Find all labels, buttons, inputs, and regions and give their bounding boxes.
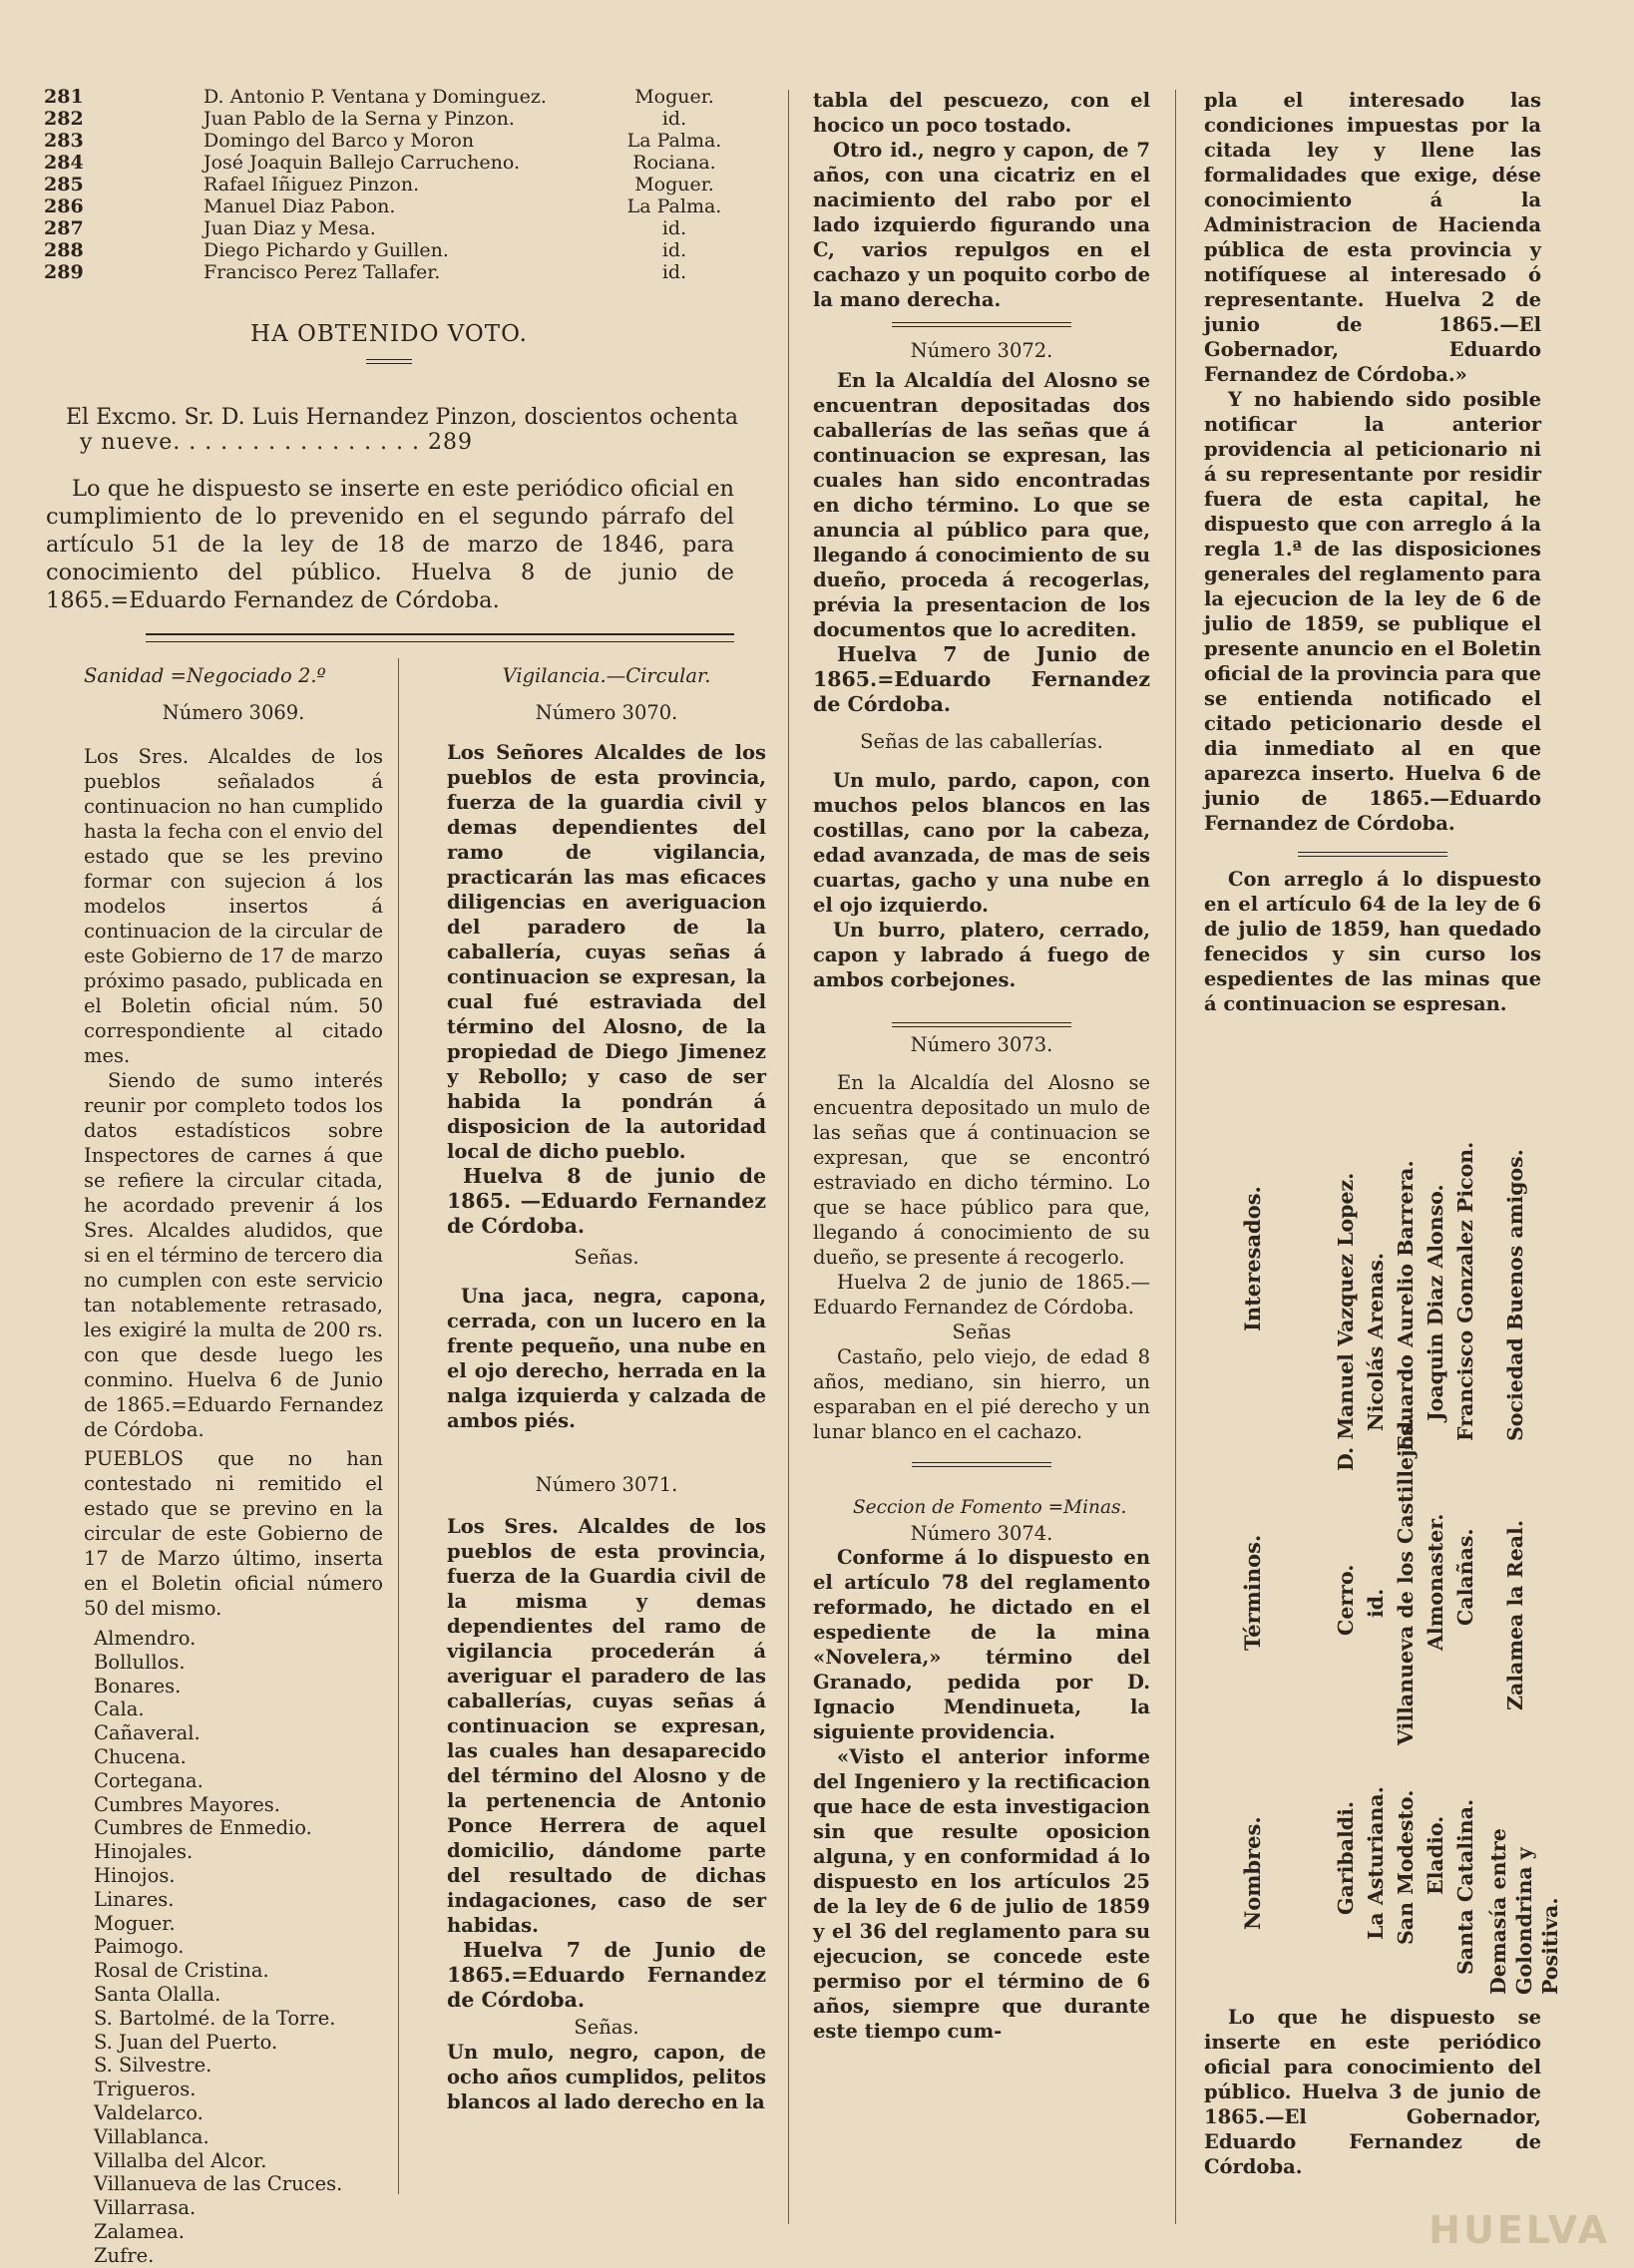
notice-paragraph: Los Señores Alcaldes de los pueblos de esta provincia, fuerza de la guardia civil y demas dependientes del ramo de vigilancia, practicarán las mas eficaces diligencias en averiguacion del paradero de la caballería, cuyas señas á continuacion se expresan, la cual fué estraviada del término del Alosno, de la propiedad de Diego Jimenez y Rebollo; y caso de ser habida la pondrán á disposicion de la autoridad local de dicho pueblo.: [447, 741, 766, 1163]
column-divider: [788, 90, 789, 2224]
table-cell: Villanueva de los Castillejos.: [1394, 1417, 1418, 1745]
notice-paragraph: PUEBLOS que no han contestado ni remitido el estado que se previno en la circular de este Gobierno de 17 de Marzo último, inserta en el Boletin oficial número 50 del mismo.: [84, 1447, 383, 1620]
list-item: Villablanca.: [94, 2124, 209, 2148]
vote-line: El Excmo. Sr. D. Luis Hernandez Pinzon, doscientos ochenta: [66, 405, 738, 430]
table-cell: San Modesto.: [1394, 1789, 1418, 1945]
table-cell: La Asturiana.: [1364, 1786, 1388, 1940]
notice-paragraph: En la Alcaldía del Alosno se encuentra depositado un mulo de las señas que á continuacion se expresan, que se encontró estraviado en dicho término. Lo que se hace público para que, llegando á conocimiento de su dueño, se presente á recogerlo.: [813, 1071, 1150, 1269]
list-item: Chucena.: [94, 1744, 187, 1768]
senas-heading: Señas.: [574, 1246, 639, 1269]
column-divider: [1175, 90, 1176, 2224]
list-item: Zufre.: [94, 2243, 155, 2267]
list-item: Trigueros.: [94, 2078, 197, 2101]
list-item: 282 Juan Pablo de la Serna y Pinzon. id.: [44, 108, 687, 130]
senas-heading: Señas: [952, 1321, 1012, 1343]
table-cell: Francisco Gonzalez Picon.: [1453, 1141, 1477, 1441]
notice-number: Número 3074.: [910, 1522, 1053, 1545]
list-item: 286 Manuel Diaz Pabon. La Palma.: [44, 195, 722, 217]
notice-paragraph: Otro id., negro y capon, de 7 años, con una cicatriz en el nacimiento del rabo por el lado izquierdo figurando una C, varios repulgos en el cachazo y un poquito corbo de la mano derecha.: [813, 139, 1150, 311]
senas-heading: Señas de las caballerías.: [860, 730, 1103, 753]
notice-paragraph: tabla del pescuezo, con el hocico un poco tostado.: [813, 89, 1150, 137]
mines-table: [1204, 1097, 1562, 2000]
notice-paragraph: Un mulo, negro, capon, de ocho años cumplidos, pelitos blancos al lado derecho en la: [447, 2041, 766, 2113]
list-item: 283 Domingo del Barco y Moron La Palma.: [44, 130, 722, 152]
table-cell: Calañas.: [1453, 1528, 1477, 1626]
list-item: Cumbres de Enmedio.: [94, 1816, 312, 1840]
list-item: 289 Francisco Perez Tallafer. id.: [44, 261, 687, 283]
section-heading: Sanidad =Negociado 2.º: [84, 664, 326, 687]
table-cell: Zalamea la Real.: [1503, 1520, 1527, 1710]
table-cell: Eladio.: [1424, 1815, 1447, 1895]
column-fomento: [1204, 88, 1541, 1016]
section-heading: Vigilancia.—Circular.: [502, 664, 711, 687]
list-item: 285 Rafael Iñiguez Pinzon. Moguer.: [44, 174, 714, 195]
divider: [892, 322, 1071, 327]
notice-paragraph: Lo que he dispuesto se inserte en este periódico oficial para conocimiento del público. Huelva 3 de junio de 1865.—El Gobernador, Eduardo Fernandez de Córdoba.: [1204, 2006, 1541, 2178]
list-item: Villarrasa.: [94, 2196, 197, 2220]
notice-number: Número 3073.: [910, 1033, 1053, 1056]
table-header: Nombres.: [1240, 1816, 1265, 1930]
notice-signature: Huelva 7 de Junio de 1865.=Eduardo Fernandez de Córdoba.: [813, 642, 1150, 716]
huelva-watermark: HUELVA: [1429, 2208, 1610, 2252]
divider: [912, 1462, 1051, 1467]
ornament-divider: [146, 633, 734, 642]
notice-paragraph: Castaño, pelo viejo, de edad 8 años, mediano, sin hierro, un esparaban en el pié derecho y un lunar blanco en el cachazo.: [813, 1345, 1150, 1443]
notice-paragraph: «Visto el anterior informe del Ingeniero y la rectificacion que hace de esta investigacion sin que resulte oposicion alguna, y en conformidad á lo dispuesto en los artículos 25 de la ley de 6 de julio de 1859 y el 36 del reglamento para su ejecucion, se concede este permiso por el término de 6 años, siempre que durante este tiempo cum-: [813, 1745, 1150, 2043]
voto-heading: HA OBTENIDO VOTO.: [250, 321, 528, 347]
list-item: Rosal de Cristina.: [94, 1959, 269, 1983]
list-item: Zalamea.: [94, 2219, 185, 2243]
list-item: 284 José Joaquin Ballejo Carrucheno. Rociana.: [44, 152, 716, 174]
list-item: Cañaveral.: [94, 1721, 201, 1745]
notice-paragraph: Un burro, platero, cerrado, capon y labrado á fuego de ambos corbejones.: [813, 919, 1150, 991]
list-item: Bonares.: [94, 1674, 182, 1698]
divider: [1298, 852, 1447, 857]
column-sanidad: [84, 663, 383, 2268]
elected-list: [0, 86, 758, 305]
table-cell: id.: [1364, 1588, 1388, 1618]
table-cell: Demasía entre Golondrina y Positiva.: [1486, 1828, 1562, 1995]
table-header: Interesados.: [1240, 1186, 1265, 1331]
list-item: Paimogo.: [94, 1935, 185, 1959]
table-cell: Cerro.: [1334, 1564, 1358, 1636]
list-item: Hinojos.: [94, 1863, 176, 1887]
notice-signature: Huelva 2 de junio de 1865.—Eduardo Fernandez de Córdoba.: [813, 1271, 1150, 1319]
section-heading: Seccion de Fomento =Minas.: [853, 1497, 1127, 1518]
list-item: S. Juan del Puerto.: [94, 2030, 278, 2054]
list-item: Cala.: [94, 1698, 145, 1721]
notice-signature: Huelva 8 de junio de 1865. —Eduardo Fernandez de Córdoba.: [447, 1164, 766, 1238]
notice-paragraph: pla el interesado las condiciones impuestas por la citada ley y llene las formalidades que exige, dése conocimiento á la Administracion de Hacienda pública de esta provincia y notifíquese al interesado ó representante. Huelva 2 de junio de 1865.—El Gobernador, Eduardo Fernandez de Córdoba.»: [1204, 89, 1541, 386]
column-alcaldia: [813, 88, 1150, 2044]
notice-paragraph: Un mulo, pardo, capon, con muchos pelos blancos en las costillas, cano por la cabeza, edad avanzada, de mas de seis cuartas, gacho y una nube en el ojo izquierdo.: [813, 769, 1150, 917]
list-item: Almendro.: [94, 1627, 197, 1650]
heading-rule: [366, 359, 412, 364]
column-vigilancia: [447, 663, 766, 2114]
notice-signature: Huelva 7 de Junio de 1865.=Eduardo Fernandez de Córdoba.: [447, 1938, 766, 2012]
notice-number: Número 3069.: [162, 701, 305, 724]
list-item: Villalba del Alcor.: [94, 2148, 267, 2172]
list-item: Valdelarco.: [94, 2100, 204, 2124]
list-item: 288 Diego Pichardo y Guillen. id.: [44, 239, 687, 261]
senas-heading: Señas.: [574, 2016, 639, 2039]
notice-paragraph: Siendo de sumo interés reunir por completo todos los datos estadísticos sobre Inspectores de carnes á que se refiere la circular citada, he acordado prevenir á los Sres. Alcaldes aludidos, que si en el término de tercero dia no cumplen con este servicio tan notablemente retrasado, les exigiré la multa de 200 rs. con que desde luego les conmino. Huelva 6 de Junio de 1865.=Eduardo Fernandez de Córdoba.: [84, 1069, 383, 1441]
table-cell: Nicolás Arenas.: [1364, 1252, 1388, 1431]
notice-number: Número 3072.: [910, 339, 1053, 362]
table-cell: Eduardo Aurelio Barrera.: [1394, 1160, 1418, 1451]
notice-paragraph: Una jaca, negra, capona, cerrada, con un lucero en la frente pequeño, una nube en el ojo derecho, herrada en la nalga izquierda y calzada de ambos piés.: [447, 1285, 766, 1432]
table-cell: Sociedad Buenos amigos.: [1503, 1149, 1527, 1441]
table-cell: D. Manuel Vazquez Lopez.: [1334, 1172, 1358, 1471]
list-item: Villanueva de las Cruces.: [94, 2172, 343, 2196]
town-list: [84, 1627, 383, 2268]
list-item: Linares.: [94, 1887, 175, 1911]
table-header: Términos.: [1240, 1534, 1265, 1651]
list-item: S. Silvestre.: [94, 2054, 212, 2078]
notice-number: Número 3071.: [535, 1473, 678, 1496]
list-item: S. Bartolmé. de la Torre.: [94, 2006, 336, 2030]
notice-paragraph: En la Alcaldía del Alosno se encuentran depositadas dos caballerías de las señas que á continuacion se expresan, las cuales han sido encontradas en dicho término. Lo que se anuncia al público para que, llegando á conocimiento de su dueño, proceda á recogerlas, prévia la presentacion de los documentos que lo acrediten.: [813, 369, 1150, 641]
table-cell: Santa Catalina.: [1453, 1798, 1477, 1975]
vote-line: y nueve. . . . . . . . . . . . . . . . 289: [80, 430, 473, 455]
list-item: Bollullos.: [94, 1650, 186, 1674]
list-item: Hinojales.: [94, 1840, 194, 1864]
notice-paragraph: Con arreglo á lo dispuesto en el artículo 64 de la ley de 6 de julio de 1859, han quedado fenecidos y sin curso los espedientes de las minas que á continuacion se espresan.: [1204, 868, 1541, 1015]
divider: [892, 1022, 1071, 1027]
notice-paragraph: Y no habiendo sido posible notificar la anterior providencia al peticionario ni á su representante por residir fuera de esta capital, he dispuesto que con arreglo á la regla 1.ª de las disposiciones generales del reglamento para la ejecucion de la ley de 6 de julio de 1859, se publique el presente anuncio en el Boletin oficial de la provincia para que se entienda notificado el citado peticionario desde el dia inmediato al en que aparezca inserto. Huelva 6 de junio de 1865.—Eduardo Fernandez de Córdoba.: [1204, 388, 1541, 835]
table-cell: Joaquin Diaz Alonso.: [1424, 1184, 1447, 1421]
column-divider: [398, 658, 399, 2194]
notice-number: Número 3070.: [535, 701, 678, 724]
list-item: 287 Juan Diaz y Mesa. id.: [44, 217, 687, 239]
notice-paragraph: Los Sres. Alcaldes de los pueblos de esta provincia, fuerza de la Guardia civil de la misma y demas dependientes del ramo de vigilancia procederán á averiguar el paradero de las caballerías, cuyas señas á continuacion se expresan, las cuales han desaparecido del término del Alosno y de la pertenencia de Antonio Ponce Herrera de aquel domicilio, dándome parte del resultado de dichas indagaciones, caso de ser habidas.: [447, 1515, 766, 1937]
list-item: 281 D. Antonio P. Ventana y Dominguez. Moguer.: [44, 86, 714, 108]
list-item: Cortegana.: [94, 1768, 204, 1792]
list-item: Cumbres Mayores.: [94, 1792, 280, 1816]
notice-paragraph: Los Sres. Alcaldes de los pueblos señalados á continuacion no han cumplido hasta la fecha con el envio del estado que se les previno formar con sujecion á los modelos insertos á continuacion de la circular de este Gobierno de 17 de marzo próximo pasado, publicada en el Boletin oficial núm. 50 correspondiente al citado mes.: [84, 745, 383, 1067]
table-cell: Garibaldi.: [1334, 1800, 1358, 1915]
list-item: Santa Olalla.: [94, 1982, 221, 2006]
table-cell: Almonaster.: [1424, 1513, 1447, 1651]
notice-paragraph: Conforme á lo dispuesto en el artículo 78 del reglamento reformado, he dictado en el espediente de la mina «Novelera,» término del Granado, pedida por D. Ignacio Mendinueta, la siguiente providencia.: [813, 1546, 1150, 1743]
top-paragraph: Lo que he dispuesto se inserte en este periódico oficial en cumplimiento de lo prevenido en el segundo párrafo del artículo 51 de la ley de 18 de marzo de 1846, para conocimiento del público. Huelva 8 de junio de 1865.=Eduardo Fernandez de Córdoba.: [46, 476, 734, 613]
list-item: Moguer.: [94, 1911, 176, 1935]
